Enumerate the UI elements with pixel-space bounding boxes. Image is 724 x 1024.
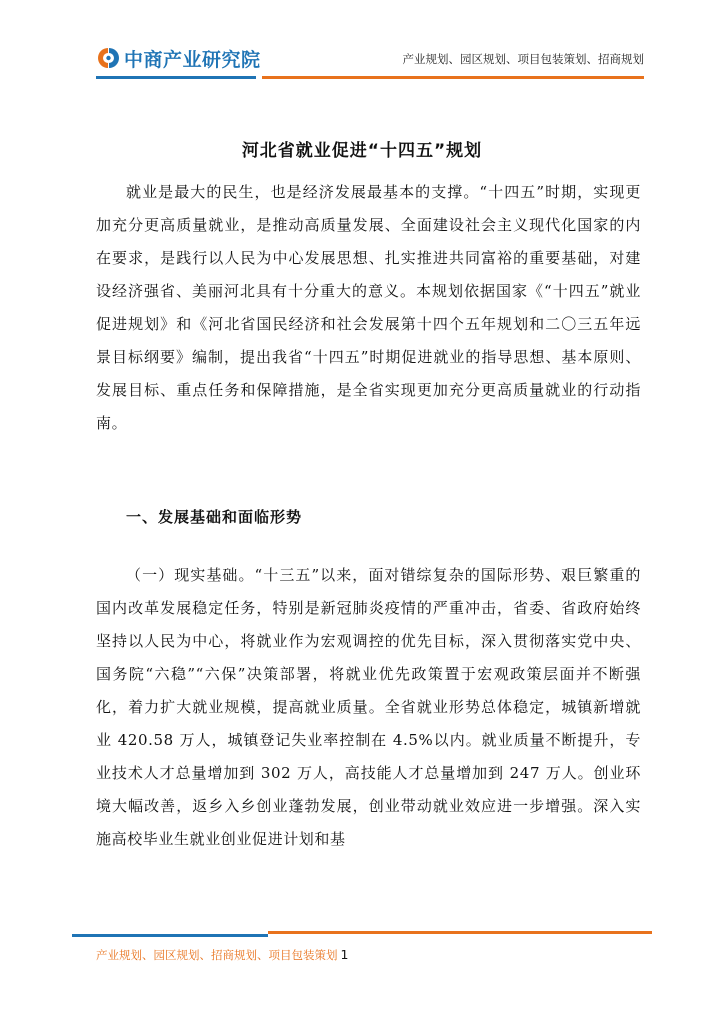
page-number: 1 (340, 947, 349, 962)
footer-tagline: 产业规划、园区规划、招商规划、项目包装策划 (96, 948, 338, 962)
company-logo (96, 44, 261, 72)
section-heading: 一、发展基础和面临形势 (126, 508, 303, 526)
footer-divider-orange (268, 931, 652, 934)
section-paragraph: （一）现实基础。“十三五”以来，面对错综复杂的国际形势、艰巨繁重的国内改革发展稳定任务，特别是新冠肺炎疫情的严重冲击，省委、省政府始终坚持以人民为中心，将就业作为宏观调控的优先目标，深入贯彻落实党中央、国务院“六稳”“六保”决策部署，将就业优先政策置于宏观政策层面并不断强化，着力扩大就业规模，提高就业质量。全省就业形势总体稳定，城镇新增就业 420.58 万人，城镇登记失业率控制在 4.5%以内。就业质量不断提升，专业技术人才总量增加到 302 万人，高技能人才总量增加到 247 万人。创业环境大幅改善，返乡入乡创业蓬勃发展，创业带动就业效应进一步增强。深入实施高校毕业生就业创业促进计划和基 (96, 566, 641, 848)
header-divider-blue (96, 76, 256, 79)
logo-text: 中商产业研究院 (124, 48, 261, 71)
header-divider-orange (262, 76, 644, 79)
orange-blue-circle-logo-icon (96, 46, 120, 70)
page-footer (96, 947, 348, 963)
page-header (0, 0, 724, 90)
intro-paragraph: 就业是最大的民生，也是经济发展最基本的支撑。“十四五”时期，实现更加充分更高质量就业，是推动高质量发展、全面建设社会主义现代化国家的内在要求，是践行以人民为中心发展思想、扎实推进共同富裕的重要基础，对建设经济强省、美丽河北具有十分重大的意义。本规划依据国家《“十四五”就业促进规划》和《河北省国民经济和社会发展第十四个五年规划和二〇三五年远景目标纲要》编制，提出我省“十四五”时期促进就业的指导思想、基本原则、发展目标、重点任务和保障措施，是全省实现更加充分更高质量就业的行动指南。 (96, 183, 641, 432)
footer-divider-blue (72, 934, 268, 937)
header-tagline: 产业规划、园区规划、项目包装策划、招商规划 (402, 52, 644, 66)
document-title: 河北省就业促进“十四五”规划 (241, 141, 483, 162)
